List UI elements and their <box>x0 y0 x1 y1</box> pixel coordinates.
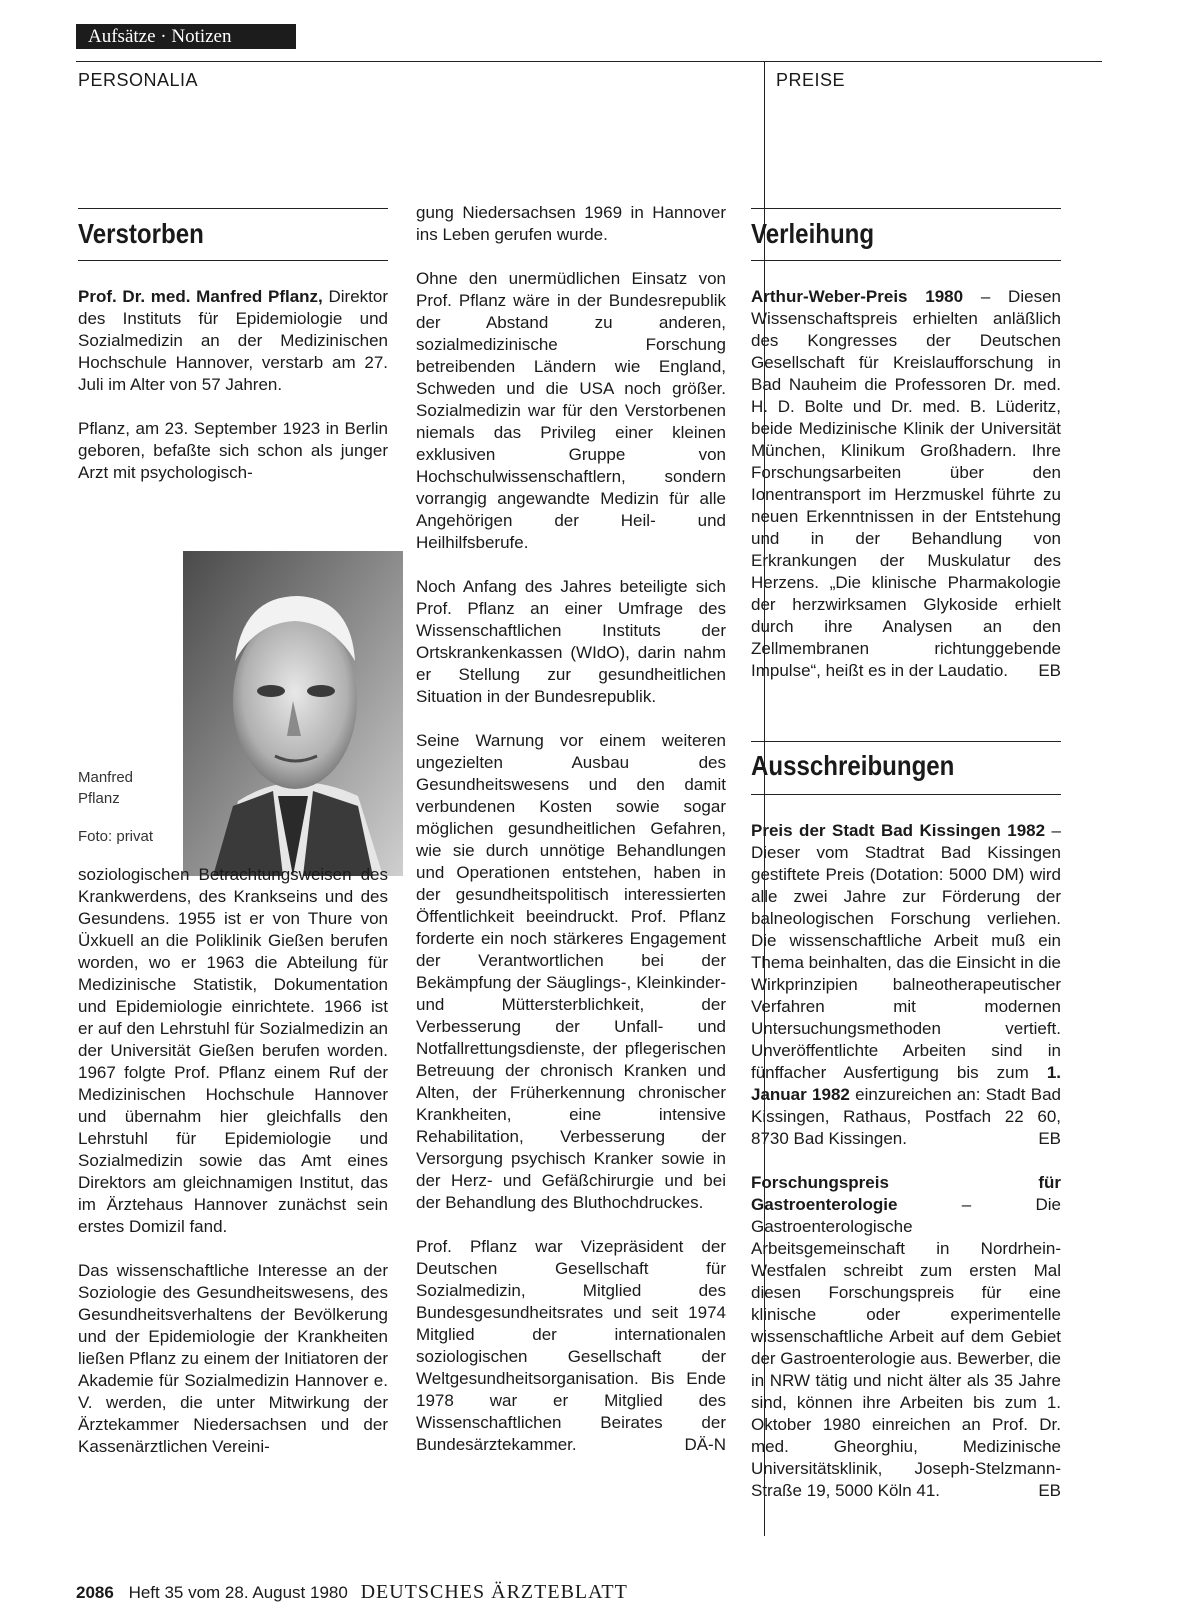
heading-verstorben: Verstorben <box>78 218 204 249</box>
left-section-title: PERSONALIA <box>78 70 199 90</box>
obituary-continued <box>78 864 388 1458</box>
portrait-image <box>183 551 403 876</box>
author-sign: EB <box>1038 1481 1061 1500</box>
paragraph <box>751 286 1061 682</box>
paragraph <box>416 1236 726 1456</box>
issue-info: Heft 35 vom 28. August 1980 <box>128 1583 348 1602</box>
page-footer <box>76 1581 628 1604</box>
magazine-title: DEUTSCHES ÄRZTEBLATT <box>360 1581 628 1603</box>
paragraph-text: Prof. Pflanz war Vizepräsident der Deutschen Gesellschaft für Sozialmedizin, Mitglied des Bundesgesundheitsrates und seit 1974 Mitglied der internationalen soziologischen Gesellschaft der Weltgesundheitsorganisation. Bis Ende 1978 war er Mitglied des Wissenschaftlichen Beirates der Bundesärztekammer. <box>416 1237 726 1454</box>
award-name: Arthur-Weber-Preis 1980 <box>751 287 964 306</box>
obituary-column-2 <box>416 202 726 1456</box>
paragraph: soziologischen Betrachtungsweisen des Krankwerdens, des Krankseins und des Gesundens. 1955 ist er von Thure von Üxkuell an die Poliklinik Gießen berufen worden, wo er 1963 die Abteilung für Medizinische Statistik, Dokumentation und Epidemiologie einrichtete. 1966 ist er auf den Lehrstuhl für Sozialmedizin an der Universität Gießen berufen worden. 1967 folgte Prof. Pflanz einem Ruf der Medizinischen Hochschule Hannover und übernahm hier gleichfalls den Lehrstuhl für Epidemiologie und Sozialmedizin sowie das Amt eines Direktors am gleichnamigen Institut, das im Ärztehaus Hannover zunächst sein erstes Domizil fand. <box>78 865 388 1236</box>
heading-ausschreibungen: Ausschreibungen <box>751 750 955 781</box>
obituary-intro <box>78 286 388 484</box>
paragraph <box>78 286 388 396</box>
heading-rule <box>78 260 388 261</box>
top-rule <box>76 61 1102 62</box>
heading-rule <box>751 208 1061 209</box>
paragraph: Pflanz, am 23. September 1923 in Berlin geboren, befaßte sich schon als junger Arzt mit psychologisch- <box>78 419 388 482</box>
heading-rule <box>78 208 388 209</box>
photo-credit: Foto: privat <box>78 828 154 845</box>
section-label: Aufsätze · Notizen <box>76 24 296 49</box>
paragraph-text: – Diesen Wissenschaftspreis erhielten anläßlich des Kongresses der Deutschen Gesellschaft für Kreislaufforschung in Bad Nauheim die Professoren Dr. med. H. D. Bolte und Dr. med. B. Lüderitz, beide Medizinische Klinik der Universität München, Klinikum Großhadern. Ihre Forschungsarbeiten über den Ionentransport im Herzmuskel führte zu neuen Erkenntnissen in der Entstehung und in der Behandlung von Erkrankungen der Muskulatur des Herzens. „Die klinische Pharmakologie der herzwirksamen Glykoside erhielt durch ihre Analysen an den Zellmembranen richtunggebende Impulse“, heißt es in der Laudatio. <box>751 287 1061 680</box>
author-sign: EB <box>1038 661 1061 680</box>
paragraph-text: Direktor des Instituts für Epidemiologie und Sozialmedizin an der Medizinischen Hochschule Hannover, verstarb am 27. Juli im Alter von 57 Jahren. <box>78 287 389 394</box>
deadline-date: 1. Januar 1982 <box>751 1063 1061 1104</box>
paragraph: Das wissenschaftliche Interesse an der Soziologie des Gesundheitswesens, des Gesundheitsverhaltens der Bevölkerung und der Epidemiologie der Krankheiten ließen Pflanz zu einem der Initiatoren der Akademie für Sozialmedizin Hannover e. V. werden, die unter Mitwirkung der Ärztekammer Niedersachsen und der Kassenärztlichen Vereini- <box>78 1261 388 1456</box>
paragraph <box>751 820 1061 1150</box>
heading-verleihung: Verleihung <box>751 218 875 249</box>
paragraph: gung Niedersachsen 1969 in Hannover ins Leben gerufen wurde. <box>416 203 726 244</box>
right-section-title: PREISE <box>776 70 846 90</box>
heading-rule <box>751 741 1061 742</box>
author-sign: EB <box>1038 1129 1061 1148</box>
author-sign: DÄ-N <box>684 1435 726 1454</box>
heading-rule <box>751 260 1061 261</box>
announcements <box>751 820 1061 1502</box>
paragraph-text: – Dieser vom Stadtrat Bad Kissingen gestiftete Preis (Dotation: 5000 DM) wird alle zwei Jahre zur Förderung der balneologischen Forschung verliehen. Die wissenschaftliche Arbeit muß ein Thema beinhalten, das die Einsicht in die Wirkprinzipien balneotherapeutischer Verfahren mit modernen Untersuchungsmethoden vertieft. Unveröffentlichte Arbeiten sind in fünffacher Ausfertigung bis zum <box>751 821 1061 1082</box>
paragraph <box>751 1172 1061 1502</box>
person-name: Prof. Dr. med. Manfred Pflanz, <box>78 287 323 306</box>
photo-caption-name: Manfred Pflanz <box>78 769 134 807</box>
paragraph: Ohne den unermüdlichen Einsatz von Prof. Pflanz wäre in der Bundesrepublik der Abstand zu anderen, sozialmedizinische Forschung betreibenden Ländern wie England, Schweden und die USA noch größer. Sozialmedizin war für den Verstorbenen niemals das Privileg einer kleinen exklusiven Gruppe von Hochschulwissenschaftlern, sondern vorrangig angewandte Medizin für alle Angehörigen der Heil- und Heilhilfsberufe. <box>416 269 726 552</box>
heading-rule <box>751 794 1061 795</box>
paragraph-text: einzureichen an: Stadt Bad Kissingen, Rathaus, Postfach 22 60, 8730 Bad Kissingen. <box>751 1085 1061 1148</box>
award-name: Preis der Stadt Bad Kissingen 1982 <box>751 821 1046 840</box>
award-name: Forschungspreis für Gastroenterologie <box>751 1173 1061 1214</box>
portrait-photo <box>183 551 403 876</box>
paragraph: Seine Warnung vor einem weiteren ungezielten Ausbau des Gesundheitswesens und den damit verbundenen Kosten sowie sogar möglichen gesundheitlichen Gefahren, wie sie durch unnötige Behandlungen und Operationen entstehen, haben in der gesundheitspolitisch interessierten Öffentlichkeit beeindruckt. Prof. Pflanz forderte ein noch stärkeres Engagement der Verantwortlichen bei der Bekämpfung der Säuglings-, Kleinkinder- und Müttersterblichkeit, der Verbesserung der Unfall- und Notfallrettungsdienste, der pflegerischen Betreuung der chronisch Kranken und Alten, der Früherkennung chronischer Krankheiten, eine intensive Rehabilitation, Verbesserung der Versorgung psychisch Kranker sowie in der Herz- und Gefäßchirurgie und bei der Behandlung des Bluthochdruckes. <box>416 731 726 1212</box>
paragraph-text: – Die Gastroenterologische Arbeitsgemeinschaft in Nordrhein-Westfalen schreibt zum ersten Mal diesen Forschungspreis für eine klinische oder experimentelle wissenschaftliche Arbeit auf dem Gebiet der Gastroenterologie aus. Bewerber, die in NRW tätig und nicht älter als 35 Jahre sind, können ihre Arbeiten bis zum 1. Oktober 1980 einreichen an Prof. Dr. med. Gheorghiu, Medizinische Universitätsklinik, Joseph-Stelzmann-Straße 19, 5000 Köln 41. <box>751 1195 1061 1500</box>
award-arthur-weber <box>751 286 1061 682</box>
paragraph: Noch Anfang des Jahres beteiligte sich Prof. Pflanz an einer Umfrage des Wissenschaftlichen Instituts der Ortskrankenkassen (WIdO), darin nahm er Stellung zur gesundheitlichen Situation in der Bundesrepublik. <box>416 577 726 706</box>
page-number: 2086 <box>76 1583 114 1602</box>
